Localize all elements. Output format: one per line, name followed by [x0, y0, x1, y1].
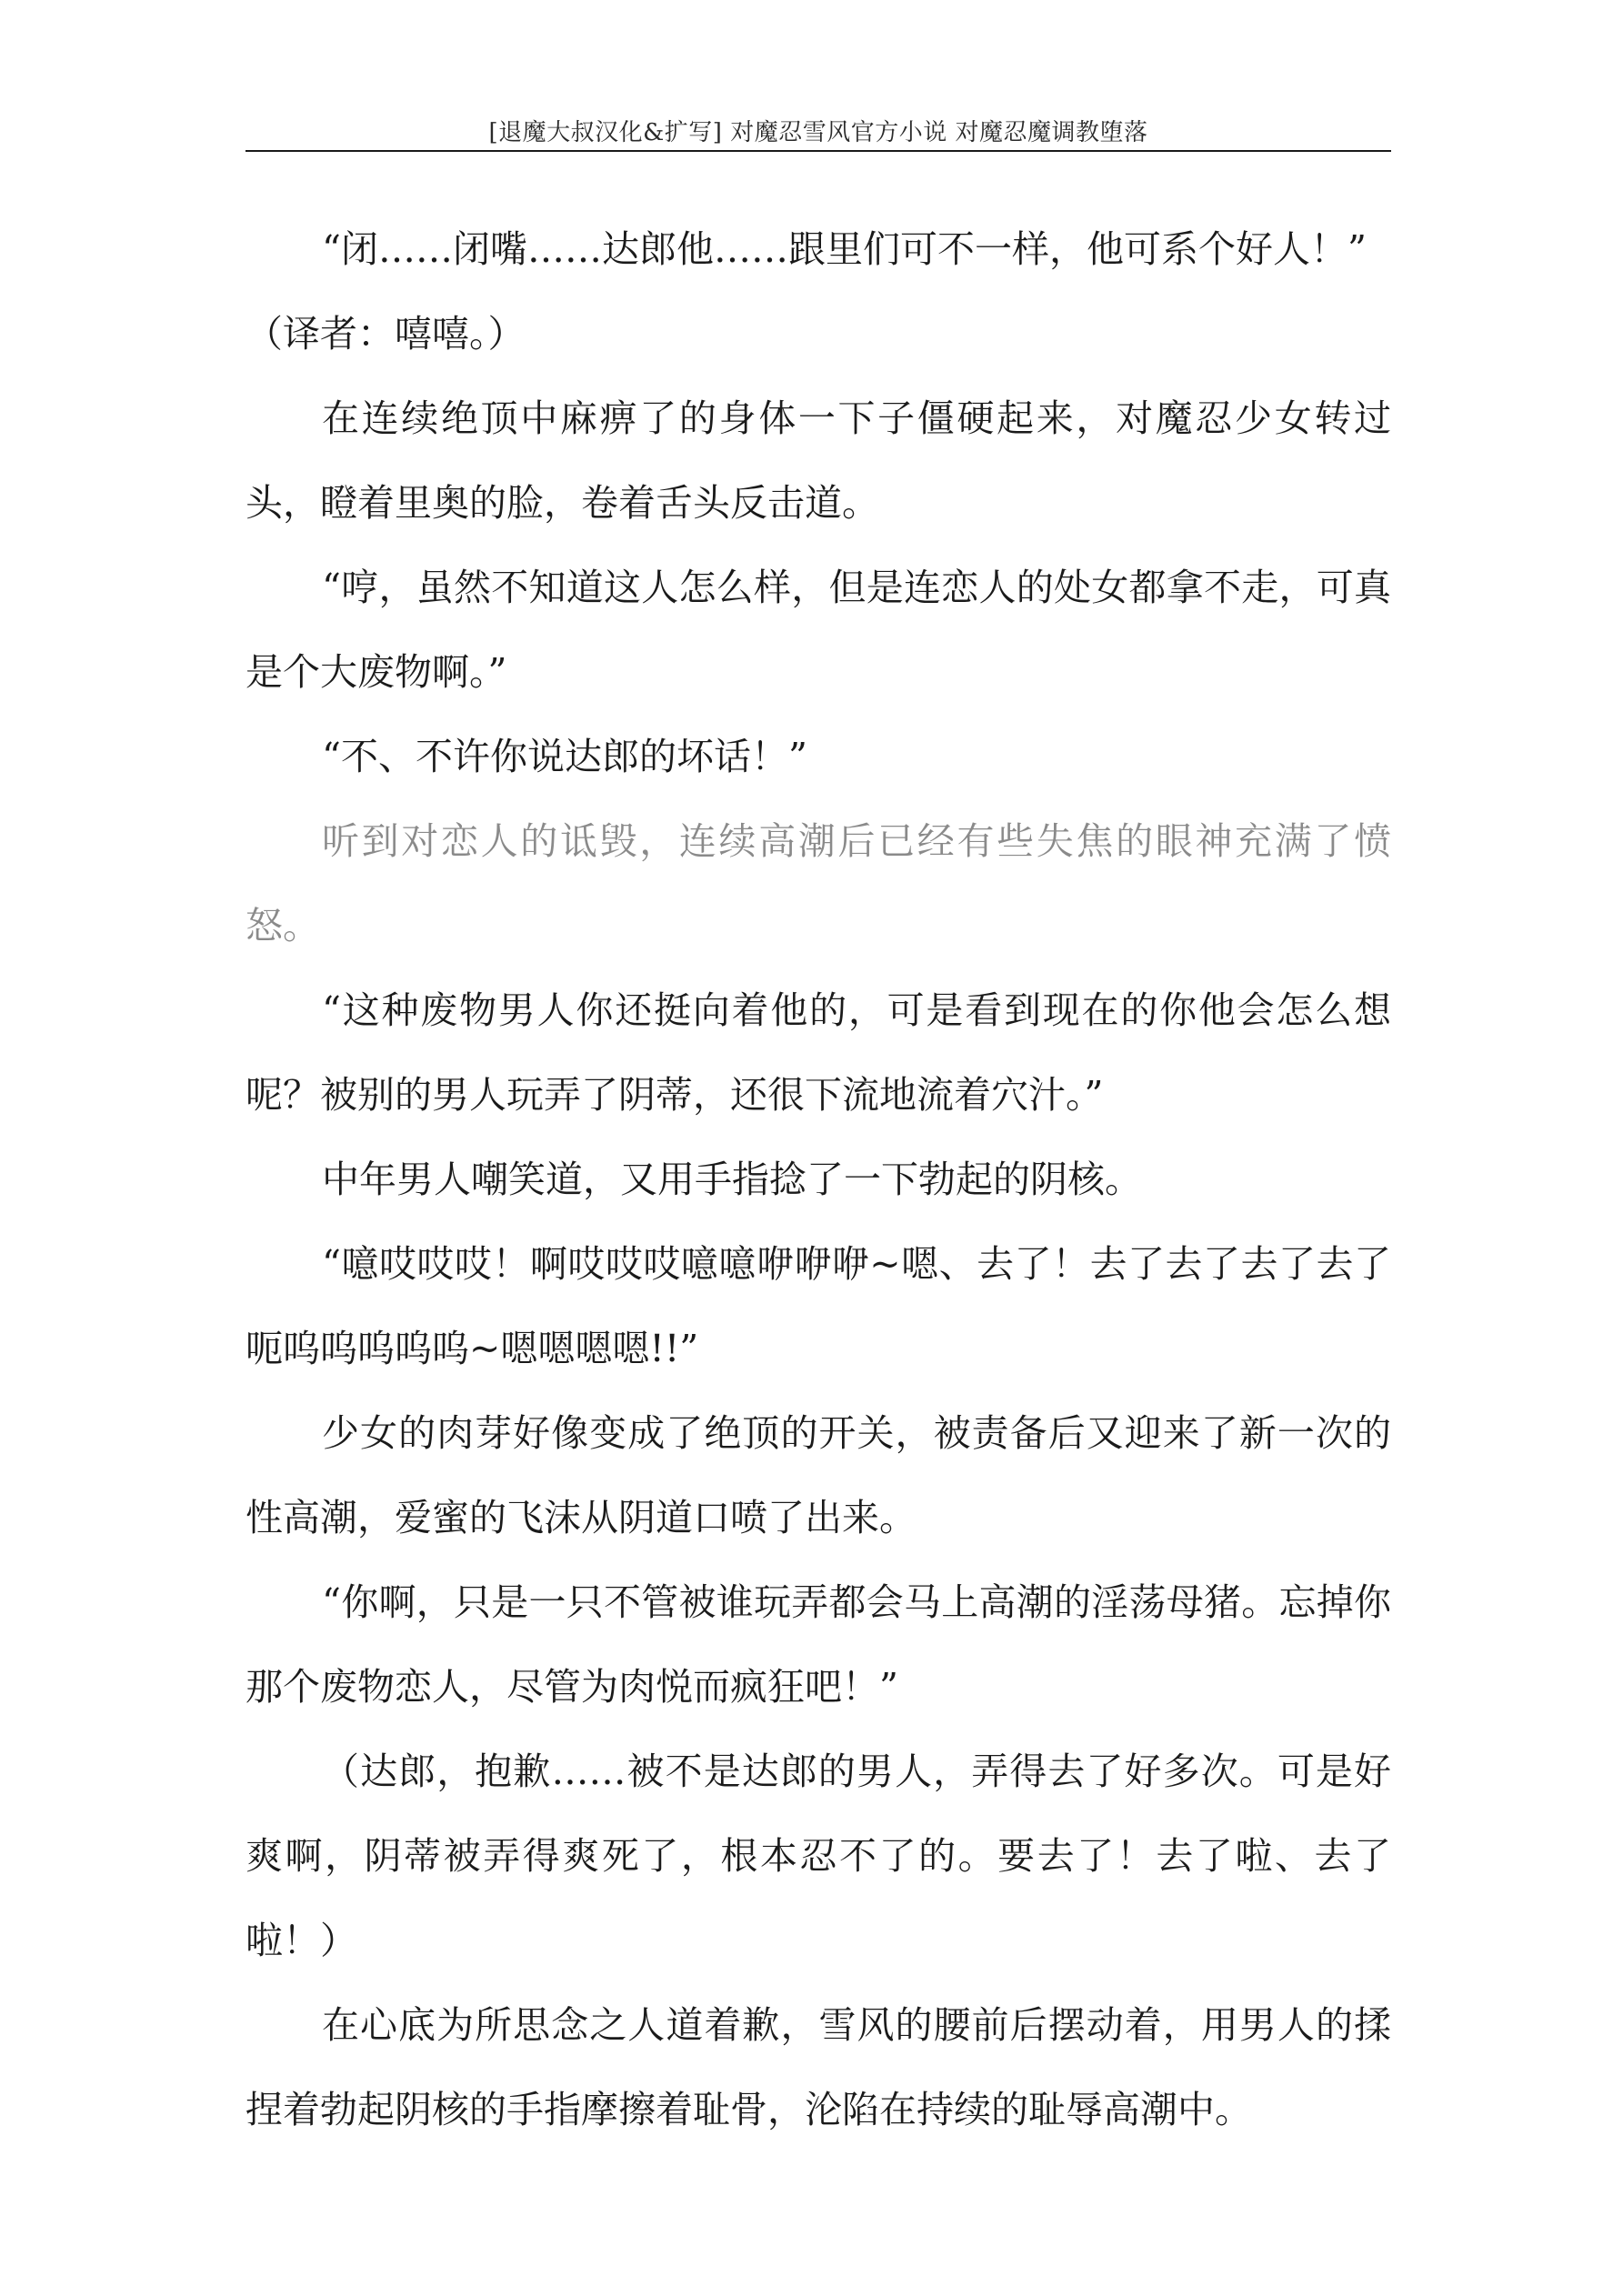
running-header: [退魔大叔汉化&扩写] 对魔忍雪风官方小说 对魔忍魔调教堕落 — [488, 119, 1148, 146]
paragraph: “闭……闭嘴……达郎他……跟里们可不一样，他可系个好人！” — [322, 227, 1367, 271]
header-rule — [245, 150, 1391, 152]
paragraph: （译者：嘻嘻。） — [245, 312, 526, 356]
paragraph: 少女的肉芽好像变成了绝顶的开关，被责备后又迎来了新一次的性高潮，爱蜜的飞沫从阴道口喷了出来。 — [245, 1411, 1391, 1539]
paragraph: （达郎，抱歉……被不是达郎的男人，弄得去了好多次。可是好爽啊，阴蒂被弄得爽死了，根本忍不了的。要去了！去了啦、去了啦！） — [245, 1750, 1391, 1962]
paragraph: “这种废物男人你还挺向着他的，可是看到现在的你他会怎么想呢？被别的男人玩弄了阴蒂，还很下流地流着穴汁。” — [245, 988, 1391, 1117]
body-text — [245, 207, 1391, 2152]
paragraph: “不、不许你说达郎的坏话！” — [322, 735, 807, 778]
paragraph: “你啊，只是一只不管被谁玩弄都会马上高潮的淫荡母猪。忘掉你那个废物恋人，尽管为肉悦而疯狂吧！” — [245, 1580, 1391, 1709]
paragraph: “噫哎哎哎！啊哎哎哎噫噫咿咿咿~嗯、去了！去了去了去了去了呃呜呜呜呜呜~嗯嗯嗯嗯!!” — [245, 1242, 1391, 1370]
paragraph: 中年男人嘲笑道，又用手指捻了一下勃起的阴核。 — [322, 1158, 1142, 1201]
paragraph: 听到对恋人的诋毁，连续高潮后已经有些失焦的眼神充满了愤怒。 — [245, 819, 1391, 947]
paragraph: 在心底为所思念之人道着歉，雪风的腰前后摆动着，用男人的揉捏着勃起阴核的手指摩擦着耻骨，沦陷在持续的耻辱高潮中。 — [245, 2003, 1391, 2131]
paragraph: 在连续绝顶中麻痹了的身体一下子僵硬起来，对魔忍少女转过头，瞪着里奥的脸，卷着舌头反击道。 — [245, 396, 1391, 525]
paragraph: “哼，虽然不知道这人怎么样，但是连恋人的处女都拿不走，可真是个大废物啊。” — [245, 566, 1391, 694]
